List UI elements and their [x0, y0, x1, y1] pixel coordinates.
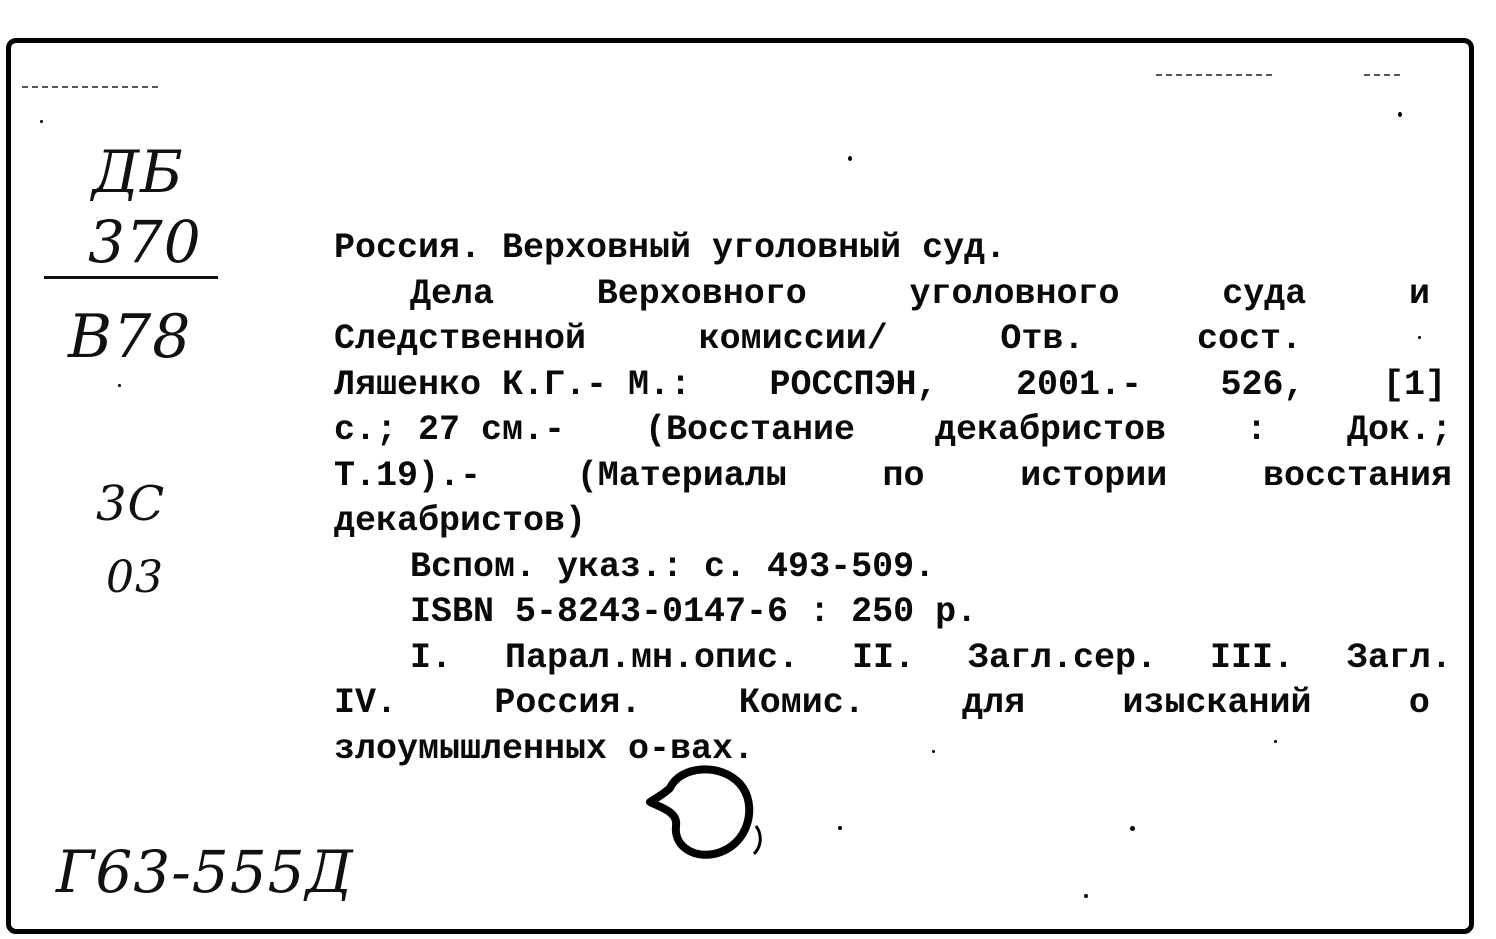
title-line-2: Следственной комиссии/ Отв. сост.: [334, 319, 1302, 359]
entry-heading: Россия. Верховный уголовный суд.: [334, 228, 1007, 268]
bibliographic-entry: [334, 226, 1452, 772]
inventory-number: Г63-555Д: [56, 838, 354, 906]
top-right-dashes-2: [1364, 74, 1402, 76]
imprint-line-2: с.; 27 см.- (Восстание декабристов : Док.;: [334, 410, 1452, 450]
classification-divider: [44, 276, 218, 279]
series-line-2: декабристов): [334, 501, 587, 541]
shelf-top-mark: ДБ: [92, 138, 184, 206]
title-line-1: Дела Верховного уголовного суда и: [410, 273, 1430, 314]
series-line-1: Т.19).- (Материалы по истории восстания: [334, 455, 1452, 496]
tracings-line-3: злоумышленных о-вах.: [334, 728, 755, 769]
top-right-dashes: [1156, 74, 1276, 76]
top-left-dashes: [22, 86, 162, 88]
tracings-line-2: IV. Россия. Комис. для изысканий о: [334, 683, 1430, 723]
code-mark-2: 03: [106, 552, 164, 603]
author-mark: В78: [68, 302, 192, 372]
isbn-line: ISBN 5-8243-0147-6 : 250 р.: [410, 592, 978, 632]
tracings-line-1: I. Парал.мн.опис. II. Загл.сер. III. Загл.: [410, 637, 1452, 678]
index-note: Вспом. указ.: с. 493-509.: [410, 546, 936, 587]
code-mark-1: 3С: [96, 476, 166, 532]
shelf-number-mark: 370: [88, 208, 202, 276]
imprint-line-1: Ляшенко К.Г.- М.: РОССПЭН, 2001.- 526, [1]: [334, 364, 1446, 405]
punch-hole-mark: [640, 756, 780, 866]
